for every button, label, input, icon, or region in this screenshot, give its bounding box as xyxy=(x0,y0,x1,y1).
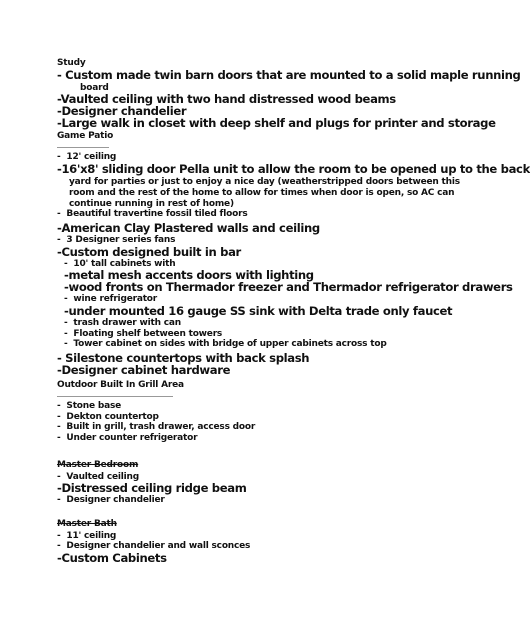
bullet-item xyxy=(57,541,250,551)
item-chandelier: Designer chandelier xyxy=(66,495,165,505)
bullet-item xyxy=(57,422,255,432)
bullet-item xyxy=(57,152,116,162)
item-hardware: -Designer cabinet hardware xyxy=(57,363,231,377)
bullet-item xyxy=(57,401,121,411)
item-cabinets: 10' tall cabinets with xyxy=(73,259,176,269)
bullet-dash: - xyxy=(57,495,61,505)
game-patio-heading: Game Patio xyxy=(57,131,114,141)
item-trash: trash drawer with can xyxy=(73,318,181,328)
bullet-item xyxy=(64,339,387,349)
item-sliding-door-3: room and the rest of the home to allow for times when door is open, so AC can xyxy=(69,188,455,198)
bullet-item xyxy=(64,318,181,328)
item-bar: -Custom designed built in bar xyxy=(57,245,241,259)
item-ridge-beam: -Distressed ceiling ridge beam xyxy=(57,481,247,495)
bullet-dash: - xyxy=(57,235,61,245)
item-sliding-door: -16'x8' sliding door Pella unit to allow the room to be opened up to the back xyxy=(57,162,530,176)
item-wood-fronts: -wood fronts on Thermador freezer and Thermador refrigerator drawers xyxy=(64,280,513,294)
bullet-dash: - xyxy=(57,531,61,541)
bullet-dash: - xyxy=(57,422,61,432)
heading-underline xyxy=(57,147,109,148)
bullet-dash: - xyxy=(57,401,61,411)
item-custom-cabinets: -Custom Cabinets xyxy=(57,551,167,565)
master-bath-heading: Master Bath xyxy=(57,519,117,529)
heading-underline xyxy=(57,396,173,397)
bullet-item xyxy=(64,294,157,304)
item-shelf: Floating shelf between towers xyxy=(73,329,223,339)
item-floors: Beautiful travertine fossil tiled floors xyxy=(66,209,248,219)
item-refrigerator: Under counter refrigerator xyxy=(66,433,198,443)
item-fans: 3 Designer series fans xyxy=(66,235,176,245)
item-silestone: - Silestone countertops with back splash xyxy=(57,351,310,365)
bullet-dash: - xyxy=(64,259,68,269)
bullet-dash: - xyxy=(57,472,61,482)
study-heading: Study xyxy=(57,58,86,68)
bullet-dash: - xyxy=(64,318,68,328)
item-tower: Tower cabinet on sides with bridge of upper cabinets across top xyxy=(73,339,387,349)
study-line-chandelier: -Designer chandelier xyxy=(57,104,187,118)
study-line-barn-doors: - Custom made twin barn doors that are mounted to a solid maple running xyxy=(57,68,521,82)
master-bedroom-heading: Master Bedroom xyxy=(57,460,139,470)
bullet-dash: - xyxy=(64,339,68,349)
item-grill: Built in grill, trash drawer, access door xyxy=(66,422,256,432)
study-line-board: board xyxy=(80,83,109,93)
item-sliding-door-2: yard for parties or just to enjoy a nice day (weatherstripped doors between this xyxy=(69,177,460,187)
bullet-item xyxy=(57,433,197,443)
bullet-item xyxy=(57,209,247,219)
item-vaulted-ceiling: Vaulted ceiling xyxy=(66,472,139,482)
bullet-dash: - xyxy=(57,412,61,422)
item-dekton: Dekton countertop xyxy=(66,412,159,422)
bullet-item xyxy=(64,329,222,339)
bullet-item xyxy=(57,531,116,541)
bullet-dash: - xyxy=(57,541,61,551)
bullet-dash: - xyxy=(57,152,61,162)
item-stone-base: Stone base xyxy=(66,401,122,411)
bullet-item xyxy=(57,495,165,505)
item-ceiling: 12' ceiling xyxy=(66,152,117,162)
bullet-dash: - xyxy=(57,209,61,219)
bullet-dash: - xyxy=(64,329,68,339)
study-line-closet: -Large walk in closet with deep shelf and plugs for printer and storage xyxy=(57,116,496,130)
bullet-item xyxy=(57,412,159,422)
item-wine: wine refrigerator xyxy=(73,294,158,304)
bullet-dash: - xyxy=(57,433,61,443)
bullet-dash: - xyxy=(64,294,68,304)
study-line-vaulted: -Vaulted ceiling with two hand distressed wood beams xyxy=(57,92,396,106)
grill-heading: Outdoor Built In Grill Area xyxy=(57,380,184,390)
item-bath-ceiling: 11' ceiling xyxy=(66,531,117,541)
item-mesh: -metal mesh accents doors with lighting xyxy=(64,268,314,282)
item-sliding-door-4: continue running in rest of home) xyxy=(69,199,234,209)
item-clay-walls: -American Clay Plastered walls and ceiling xyxy=(57,221,320,235)
bullet-item xyxy=(57,235,175,245)
item-sconces: Designer chandelier and wall sconces xyxy=(66,541,251,551)
item-sink: -under mounted 16 gauge SS sink with Delta trade only faucet xyxy=(64,304,453,318)
